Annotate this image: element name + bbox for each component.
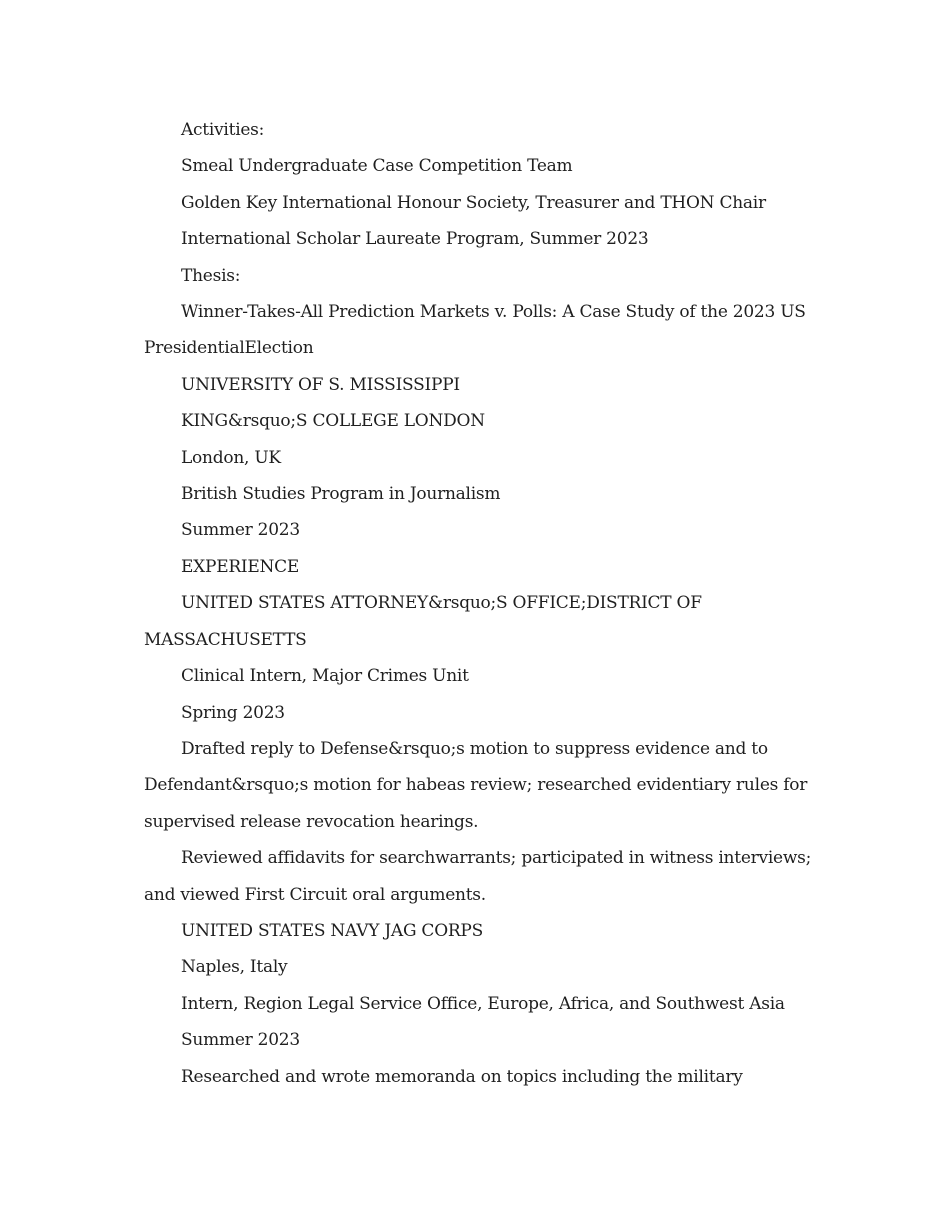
university-name: UNIVERSITY OF S. MISSISSIPPI xyxy=(181,374,460,395)
college-date: Summer 2023 xyxy=(181,520,300,541)
thesis-title: Winner-Takes-All Prediction Markets v. Polls: A Case Study of the 2023 US PresidentialElection xyxy=(144,302,806,359)
role-clinical-intern: Clinical Intern, Major Crimes Unit xyxy=(181,666,469,687)
activities-heading: Activities: xyxy=(181,120,265,140)
college-program: British Studies Program in Journalism xyxy=(181,484,501,505)
role-date-summer: Summer 2023 xyxy=(181,1030,300,1051)
duty-drafted-reply: Drafted reply to Defense&rsquo;s motion to suppress evidence and to Defendant&rsquo;s motion for habeas review; researched evidentiary rules for supervised release revocation hearings. xyxy=(144,738,808,832)
document-page xyxy=(144,112,824,1095)
college-name: KING&rsquo;S COLLEGE LONDON xyxy=(181,411,485,432)
activity-case-competition: Smeal Undergraduate Case Competition Team xyxy=(181,156,573,177)
thesis-heading: Thesis: xyxy=(181,265,241,286)
employer-location: Naples, Italy xyxy=(181,957,288,978)
college-location: London, UK xyxy=(181,447,281,468)
activity-golden-key: Golden Key International Honour Society, Treasurer and THON Chair xyxy=(181,192,766,213)
employer-navy-jag: UNITED STATES NAVY JAG CORPS xyxy=(181,920,484,941)
role-region-intern: Intern, Region Legal Service Office, Europe, Africa, and Southwest Asia xyxy=(181,993,785,1014)
duty-reviewed-affidavits: Reviewed affidavits for searchwarrants; participated in witness interviews; and viewed First Circuit oral arguments. xyxy=(144,848,812,905)
role-date-spring: Spring 2023 xyxy=(181,702,285,723)
duty-researched-memoranda: Researched and wrote memoranda on topics including the military xyxy=(181,1066,743,1087)
experience-heading: EXPERIENCE xyxy=(181,556,300,577)
employer-attorney-office: UNITED STATES ATTORNEY&rsquo;S OFFICE;DISTRICT OF MASSACHUSETTS xyxy=(144,593,702,650)
activity-scholar-laureate: International Scholar Laureate Program, Summer 2023 xyxy=(181,229,649,250)
